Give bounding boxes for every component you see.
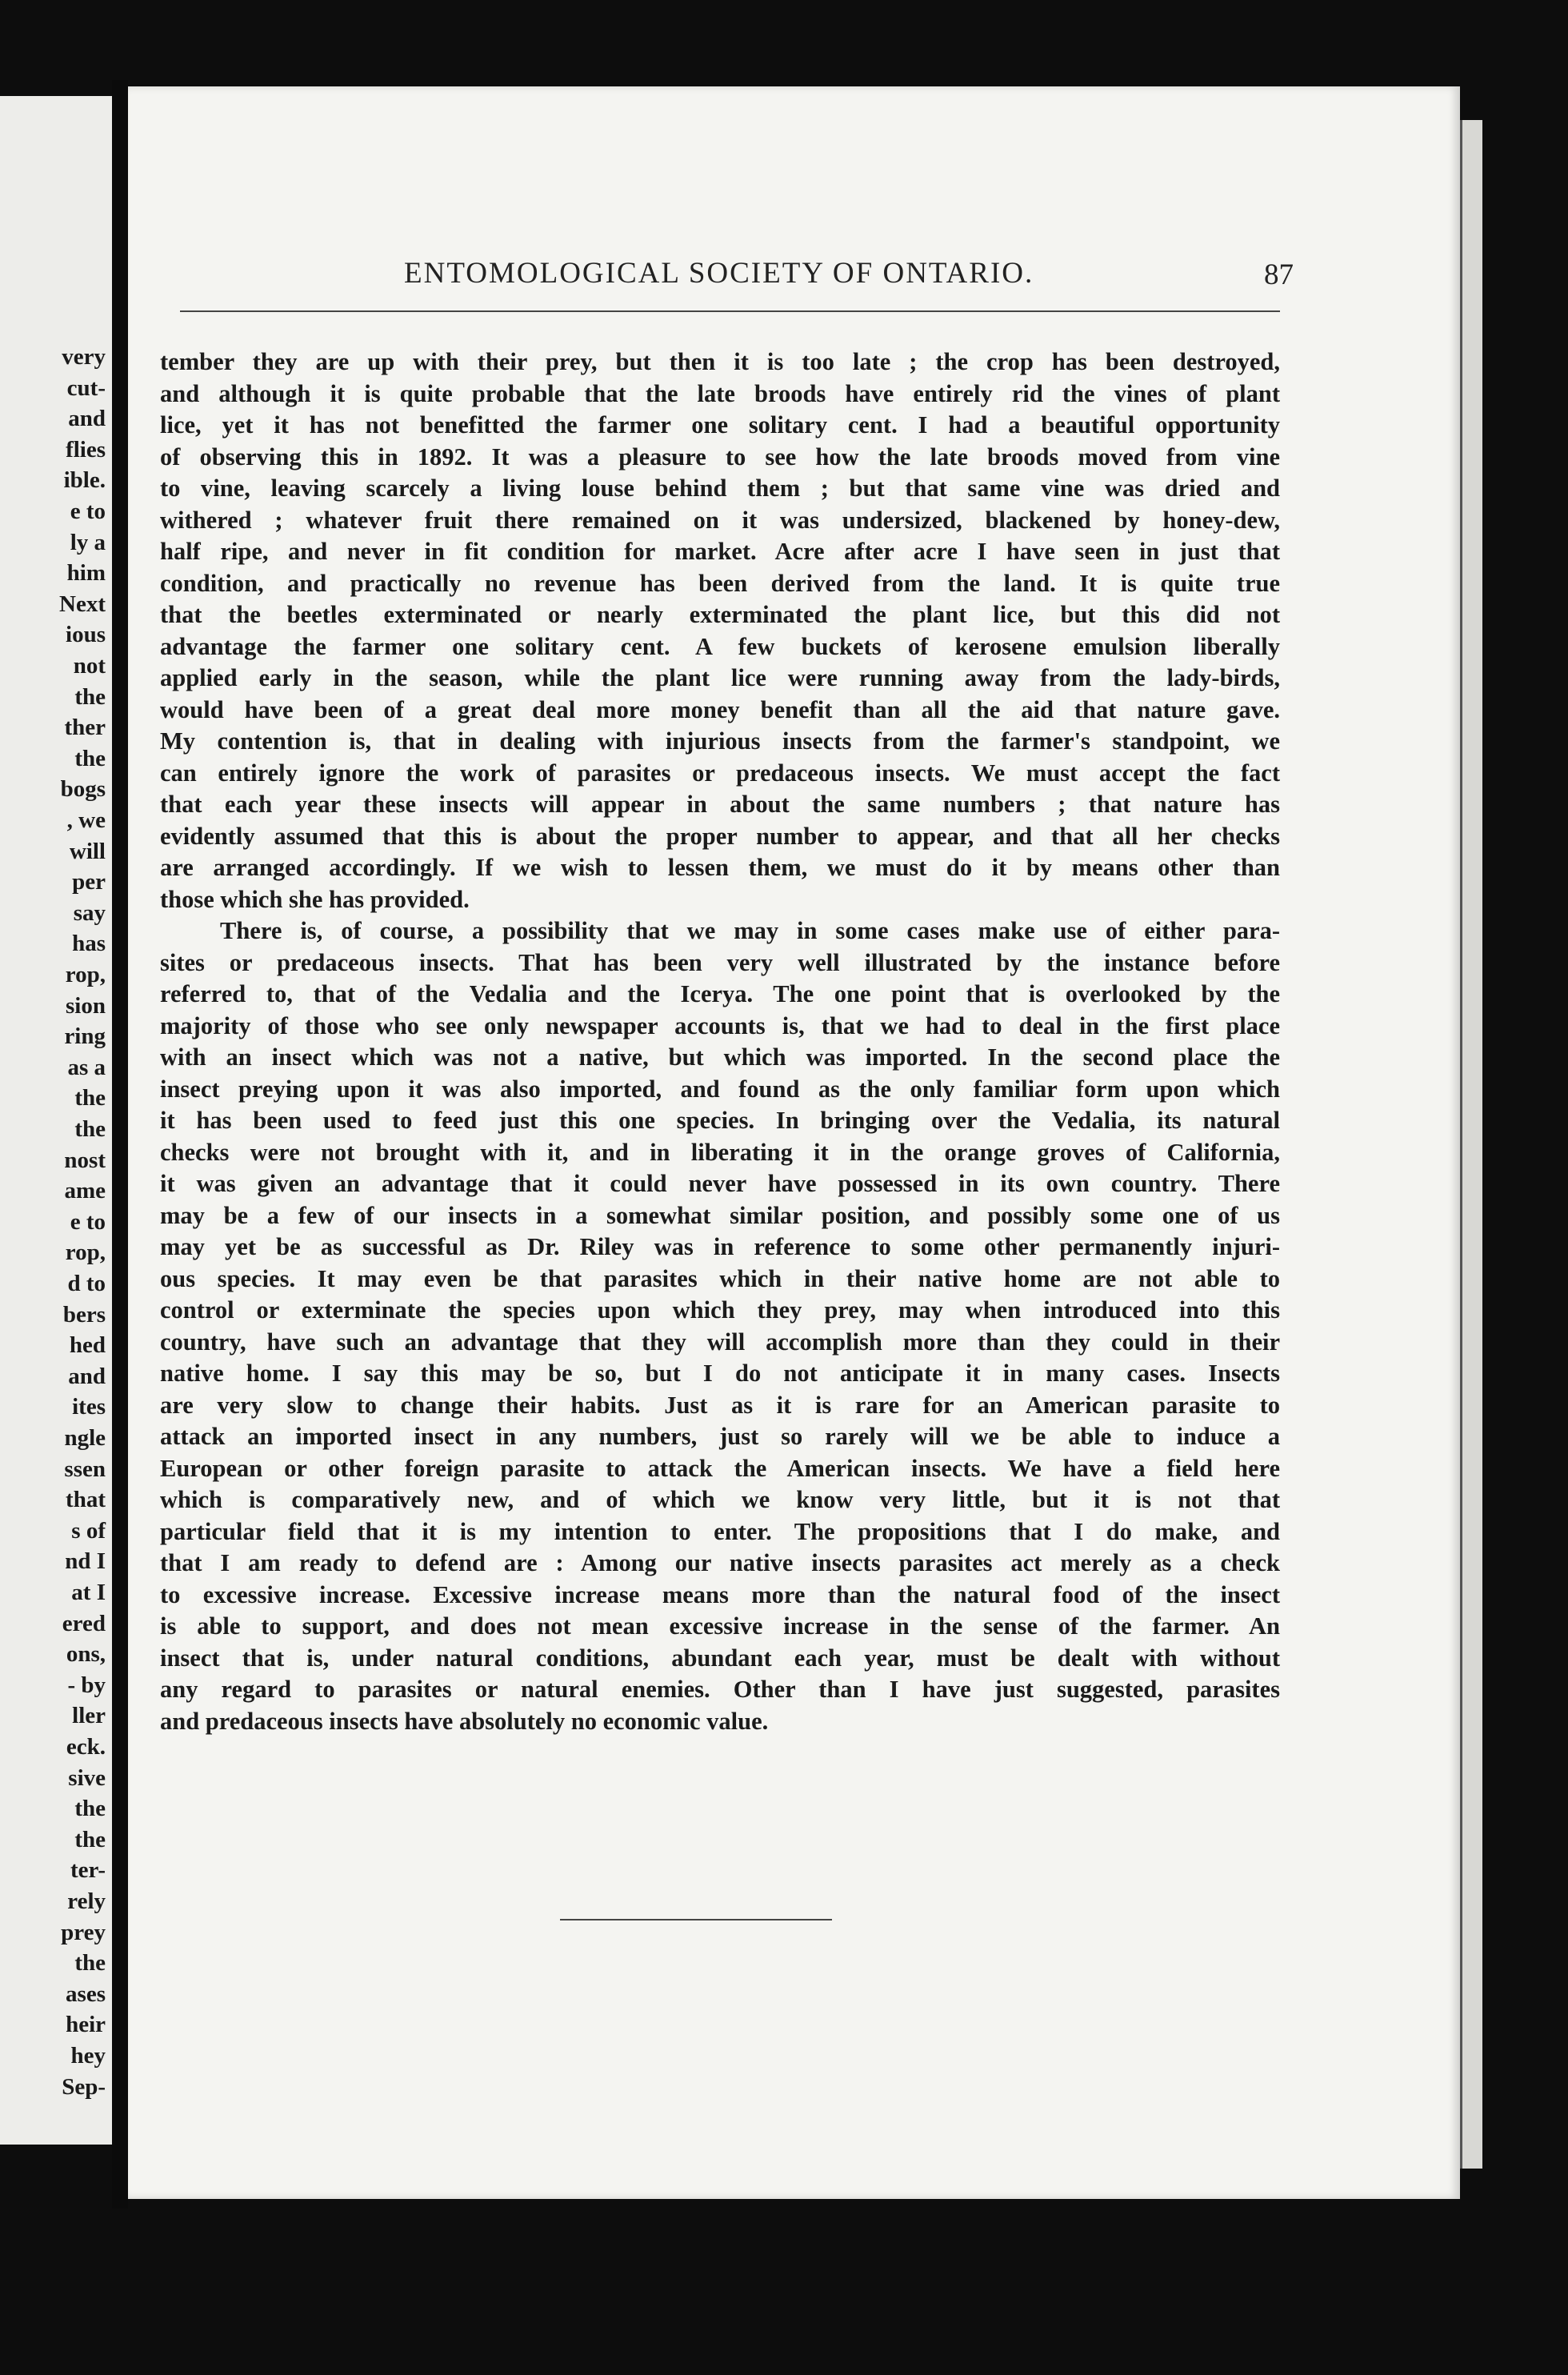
facing-page-line: hed [69,1332,106,1359]
text-line: would have been of a great deal more money benefit than all the aid that nature gave. [160,695,1280,723]
facing-page-line: the [74,1796,106,1822]
text-line: is able to support, and does not mean excessive increase in the sense of the farmer. An [160,1612,1280,1640]
text-line: ous species. It may even be that parasites which in their native home are not able to [160,1264,1280,1292]
text-line: country, have such an advantage that they will accomplish more than they could in their [160,1328,1280,1356]
facing-page-line: - by [67,1672,106,1698]
facing-page-line: nd I [65,1548,106,1575]
facing-page-line: s of [71,1517,106,1544]
facing-page-line: e to [70,1208,106,1235]
text-line: may be a few of our insects in a somewhat similar position, and possibly some one of us [160,1201,1280,1229]
facing-page-line: say [73,899,106,926]
text-line: insect that is, under natural conditions, abundant each year, must be dealt with without [160,1644,1280,1672]
facing-page-line: ter- [70,1857,106,1884]
facing-page-line: ible. [63,467,106,494]
facing-page-line: ious [66,622,106,648]
facing-page-line: the [74,745,106,771]
text-line: control or exterminate the species upon which they prey, may when introduced into this [160,1296,1280,1324]
text-line: tember they are up with their prey, but then it is too late ; the crop has been destroyed, [160,348,1280,375]
text-line: those which she has provided. [160,885,470,913]
facing-page-line: sive [68,1764,106,1791]
facing-page-line: flies [66,436,106,463]
text-line: advantage the farmer one solitary cent. A few buckets of kerosene emulsion liberally [160,632,1280,660]
facing-page-line: as a [67,1054,106,1080]
facing-page-line: ame [64,1178,106,1204]
text-line: of observing this in 1892. It was a pleasure to see how the late broods moved from vine [160,443,1280,471]
text-line: referred to, that of the Vedalia and the Icerya. The one point that is overlooked by the [160,980,1280,1007]
text-line: half ripe, and never in fit condition for market. Acre after acre I have seen in just that [160,538,1280,565]
facing-page-line: , we [66,807,106,833]
facing-page-line: e to [70,499,106,524]
running-title: ENTOMOLOGICAL SOCIETY OF ONTARIO. [404,257,1034,290]
text-line: that I am ready to defend are : Among our native insects parasites act merely as a check [160,1549,1280,1576]
facing-page-line: will [69,838,106,864]
text-line: that each year these insects will appear in about the same numbers ; that nature has [160,791,1280,818]
facing-page-line: ered [62,1610,106,1636]
text-line: to vine, leaving scarcely a living louse behind them ; but that same vine was dried and [160,475,1280,502]
facing-page-line: ly a [70,529,106,555]
header-rule [180,310,1280,312]
text-line: attack an imported insect in any numbers, just so rarely will we be able to induce a [160,1423,1280,1450]
text-line: applied early in the season, while the plant lice were running away from the lady-birds, [160,664,1280,691]
text-line: can entirely ignore the work of parasites or predaceous insects. We must accept the fact [160,759,1280,787]
page-edge [1460,120,1482,2169]
facing-page-line: ssen [64,1456,106,1482]
facing-page-line: bogs [60,776,106,803]
facing-page-line: ngle [64,1425,106,1451]
facing-page-line: heir [66,2012,106,2038]
facing-page-line: per [72,869,106,895]
facing-page-line: hey [70,2043,106,2069]
text-line: may yet be as successful as Dr. Riley was in reference to some other permanently injuri- [160,1233,1280,1260]
facing-page-line: him [66,560,106,587]
text-line: that the beetles exterminated or nearly exterminated the plant lice, but this did not [160,601,1280,628]
text-line: withered ; whatever fruit there remained on it was undersized, blackened by honey-dew, [160,506,1280,534]
text-line: There is, of course, a possibility that we may in some cases make use of either para- [220,917,1280,944]
facing-page-line: and [68,406,106,432]
facing-page-line: d to [67,1271,106,1296]
text-line: particular field that it is my intention to enter. The propositions that I do make, and [160,1517,1280,1545]
end-rule [560,1919,832,1920]
text-line: majority of those who see only newspaper accounts is, that we had to deal in the first place [160,1011,1280,1039]
text-line: are arranged accordingly. If we wish to lessen them, we must do it by means other than [160,854,1280,881]
text-line: and predaceous insects have absolutely no economic value. [160,1707,769,1735]
text-line: condition, and practically no revenue has been derived from the land. It is quite true [160,569,1280,597]
running-header [404,256,1294,296]
text-line: any regard to parasites or natural enemies. Other than I have just suggested, parasites [160,1676,1280,1703]
facing-page-line: rop, [65,1240,106,1266]
text-line: evidently assumed that this is about the proper number to appear, and that all her checks [160,822,1280,850]
facing-page-line: the [74,1085,106,1111]
facing-page-fragment [0,96,112,2145]
facing-page-line: ons, [66,1641,106,1668]
text-line: My contention is, that in dealing with injurious insects from the farmer's standpoint, we [160,727,1280,755]
text-line: which is comparatively new, and of which we know very little, but it is not that [160,1486,1280,1513]
text-line: it was given an advantage that it could never have possessed in its own country. There [160,1170,1280,1197]
text-line: checks were not brought with it, and in liberating it in the orange groves of California, [160,1138,1280,1166]
facing-page-line: eck. [66,1734,106,1760]
facing-page-line: ller [72,1703,106,1729]
facing-page-line: ites [72,1394,106,1420]
facing-page-line: has [72,931,106,957]
facing-page-line: the [74,1950,106,1976]
facing-page-line: the [74,683,106,710]
text-line: are very slow to change their habits. Just as it is rare for an American parasite to [160,1391,1280,1419]
text-line: sites or predaceous insects. That has been very well illustrated by the instance before [160,948,1280,976]
text-line: and although it is quite probable that the late broods have entirely rid the vines of plant [160,379,1280,407]
facing-page-line: Next [59,591,106,617]
facing-page-line: ther [64,715,106,741]
facing-page-line: the [74,1116,106,1142]
facing-page-line: nost [64,1147,106,1173]
text-line: with an insect which was not a native, but which was imported. In the second place the [160,1043,1280,1071]
facing-page-line: and [68,1363,106,1389]
facing-page-line: not [73,653,106,679]
facing-page-line: prey [61,1919,106,1945]
facing-page-line: Sep- [62,2073,106,2100]
text-line: European or other foreign parasite to attack the American insects. We have a field here [160,1454,1280,1482]
facing-page-line: very [62,344,106,370]
facing-page-line: ases [66,1981,106,2007]
text-line: insect preying upon it was also imported, and found as the only familiar form upon which [160,1075,1280,1103]
facing-page-line: ring [64,1023,106,1050]
book-gutter [112,80,128,2209]
text-line: native home. I say this may be so, but I do not anticipate it in many cases. Insects [160,1360,1280,1387]
facing-page-line: that [66,1487,106,1513]
facing-page-line: the [74,1826,106,1852]
text-line: to excessive increase. Excessive increase means more than the natural food of the insect [160,1580,1280,1608]
facing-page-line: cut- [66,374,106,401]
text-line: it has been used to feed just this one species. In bringing over the Vedalia, its natural [160,1107,1280,1134]
facing-page-line: bers [62,1301,106,1328]
text-line: lice, yet it has not benefitted the farmer one solitary cent. I had a beautiful opportunity [160,411,1280,439]
page-number: 87 [1264,258,1294,291]
facing-page-line: rop, [65,962,106,987]
facing-page-line: sion [66,992,106,1019]
facing-page-line: rely [67,1888,106,1914]
facing-page-line: at I [71,1580,106,1605]
